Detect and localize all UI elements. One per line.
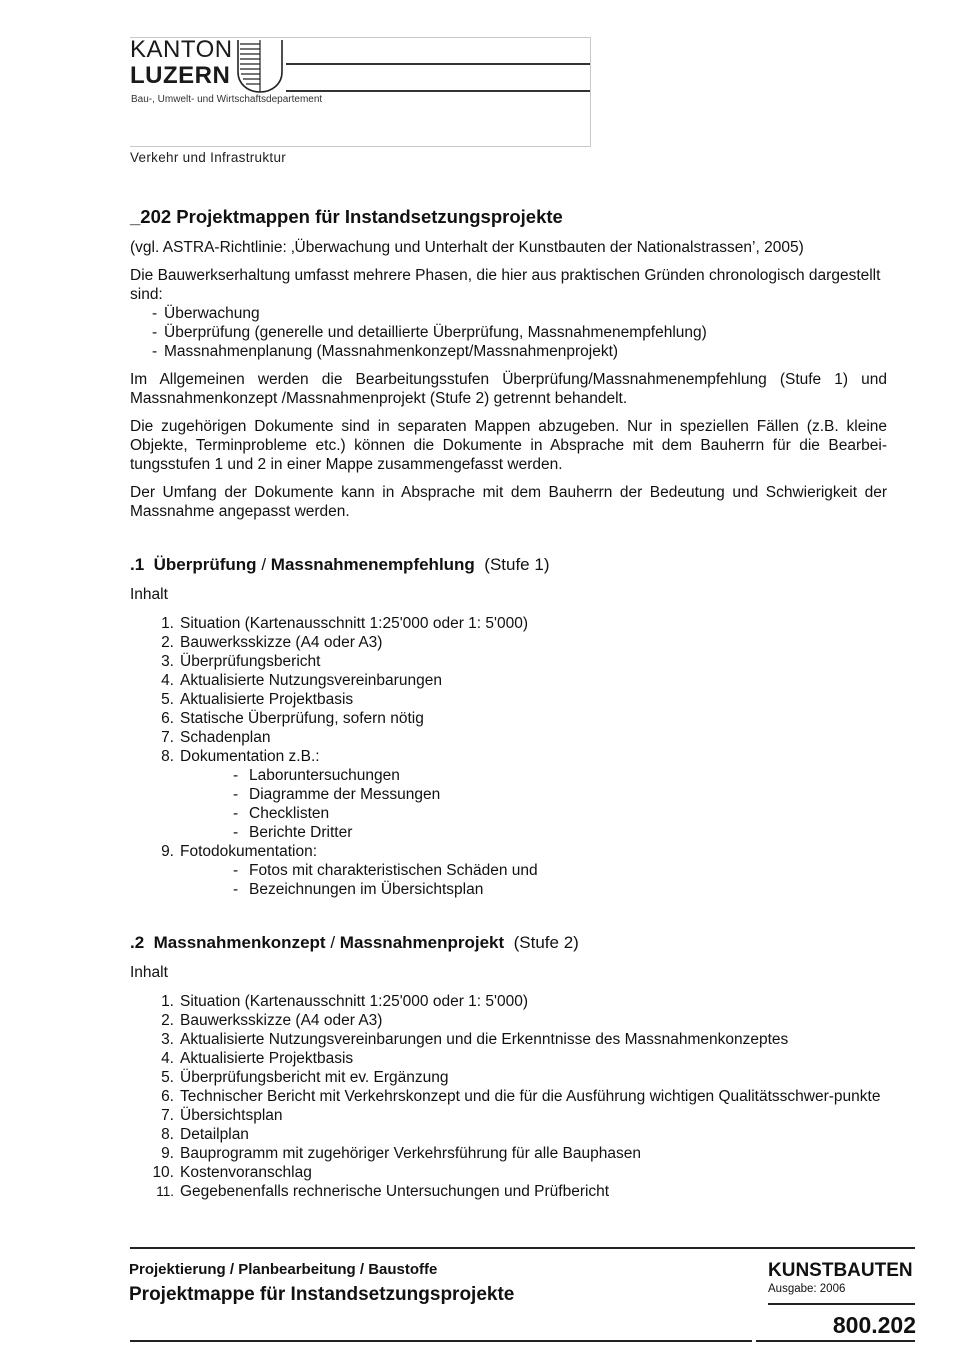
item-number: 10. xyxy=(152,1164,174,1181)
item-number: 5. xyxy=(161,691,174,708)
section-number: .1 xyxy=(130,555,145,574)
item-number: 5. xyxy=(161,1069,174,1086)
item-text: Detailplan xyxy=(180,1126,249,1143)
list-item: - Überwachung xyxy=(152,304,887,323)
paragraph: Im Allgemeinen werden die Bearbeitungsstufen Überprüfung/Massnahmenempfehlung (Stufe 1) und Massnahmenkonzept /Massnahmenprojekt (Stufe 2) getrennt behandelt. xyxy=(130,371,887,407)
item-number: 6. xyxy=(161,710,174,727)
list-item xyxy=(130,842,887,899)
list-item xyxy=(130,747,887,842)
item-text: Schadenplan xyxy=(180,729,271,746)
section-heading-2 xyxy=(130,932,887,954)
header-bottom-rule xyxy=(130,146,591,147)
reference-note: (vgl. ASTRA-Richtlinie: ‚Überwachung und Unterhalt der Kunstbauten der Nationalstrassen’, 2005) xyxy=(130,239,804,256)
footer-bottom-rule-left xyxy=(130,1340,752,1342)
item-text: Aktualisierte Nutzungsvereinbarungen xyxy=(180,672,442,689)
unit-name: Verkehr und Infrastruktur xyxy=(130,150,287,165)
header-right-rule xyxy=(590,37,591,147)
item-number: 8. xyxy=(161,1126,174,1143)
header-line-2 xyxy=(286,90,591,92)
item-text: Bauwerksskizze (A4 oder A3) xyxy=(180,1012,383,1029)
list-item xyxy=(130,671,887,690)
footer-doc-number: 800.202 xyxy=(832,1312,916,1338)
list-item: - Überprüfung (generelle und detaillierte Überprüfung, Massnahmenempfehlung) xyxy=(152,323,887,342)
item-number: 3. xyxy=(161,1031,174,1048)
contents-label: Inhalt xyxy=(130,964,168,981)
sub-list-item: - Fotos mit charakteristischen Schäden und xyxy=(233,861,887,880)
item-text: Statische Überprüfung, sofern nötig xyxy=(180,710,424,727)
item-text: Fotodokumentation: xyxy=(180,843,318,860)
sub-list-item: - Diagramme der Messungen xyxy=(233,785,887,804)
item-text: Technischer Bericht mit Verkehrskonzept und die für die Ausführung wichtigen Qualitätsschwer-punkte xyxy=(180,1088,881,1105)
list-item xyxy=(130,709,887,728)
list-item xyxy=(130,614,887,633)
footer-top-rule xyxy=(130,1247,915,1249)
list-item xyxy=(130,1144,887,1163)
sub-list xyxy=(233,766,887,842)
item-text: Gegebenenfalls rechnerische Untersuchungen und Prüfbericht xyxy=(180,1183,610,1200)
contents-label: Inhalt xyxy=(130,586,168,603)
list-item xyxy=(130,1163,887,1182)
item-number: 11. xyxy=(156,1184,174,1199)
item-text: Bauprogramm mit zugehöriger Verkehrsführung für alle Bauphasen xyxy=(180,1145,641,1162)
coat-of-arms-icon xyxy=(236,38,284,94)
section-separator: / xyxy=(261,555,267,574)
item-number: 7. xyxy=(161,729,174,746)
item-text: Überprüfungsbericht mit ev. Ergänzung xyxy=(180,1069,449,1086)
logo-luzern: LUZERN xyxy=(130,62,231,89)
item-text: Dokumentation z.B.: xyxy=(180,748,320,765)
section-stage: (Stufe 1) xyxy=(484,555,550,574)
list-item xyxy=(130,1030,887,1049)
item-text: Aktualisierte Projektbasis xyxy=(180,1050,354,1067)
list-item xyxy=(130,1182,887,1201)
section-heading-1 xyxy=(130,554,887,576)
list-item xyxy=(130,652,887,671)
footer-series: KUNSTBAUTEN xyxy=(768,1260,913,1281)
sub-list xyxy=(233,861,887,899)
footer-doc-title: Projektmappe für Instandsetzungsprojekte xyxy=(129,1284,515,1305)
footer-number-rule xyxy=(768,1303,915,1305)
item-text: Kostenvoranschlag xyxy=(180,1164,312,1181)
section-title-b: Massnahmenempfehlung xyxy=(270,555,475,574)
item-number: 1. xyxy=(161,993,174,1010)
item-number: 3. xyxy=(161,653,174,670)
item-number: 6. xyxy=(161,1088,174,1105)
list-item xyxy=(130,1106,887,1125)
sub-list-item: - Laboruntersuchungen xyxy=(233,766,887,785)
sub-list-item: - Checklisten xyxy=(233,804,887,823)
sub-list-item: - Berichte Dritter xyxy=(233,823,887,842)
section-title-b: Massnahmenprojekt xyxy=(339,933,505,952)
sub-list-item: - Bezeichnungen im Übersichtsplan xyxy=(233,880,887,899)
intro-paragraph: Die Bauwerkserhaltung umfasst mehrere Phasen, die hier aus praktischen Gründen chronologisch dargestellt sind: xyxy=(130,267,881,303)
item-number: 7. xyxy=(161,1107,174,1124)
list-item: - Massnahmenplanung (Massnahmenkonzept/Massnahmenprojekt) xyxy=(152,342,887,361)
list-item xyxy=(130,690,887,709)
phases-list xyxy=(152,304,887,361)
section2-list xyxy=(130,992,887,1201)
item-number: 1. xyxy=(161,615,174,632)
item-number: 2. xyxy=(161,1012,174,1029)
item-number: 4. xyxy=(161,1050,174,1067)
list-item xyxy=(130,1011,887,1030)
section-number: .2 xyxy=(130,933,145,952)
footer-edition: Ausgabe: 2006 xyxy=(768,1283,846,1295)
section-separator: / xyxy=(330,933,336,952)
item-text: Aktualisierte Nutzungsvereinbarungen und die Erkenntnisse des Massnahmenkonzeptes xyxy=(180,1031,789,1048)
paragraph: Der Umfang der Dokumente kann in Absprache mit dem Bauherrn der Bedeutung und Schwierigkeit der Massnahme angepasst werden. xyxy=(130,484,887,520)
footer-category: Projektierung / Planbearbeitung / Baustoffe xyxy=(129,1261,438,1278)
document-body xyxy=(130,205,887,1201)
list-item xyxy=(130,1068,887,1087)
item-number: 2. xyxy=(161,634,174,651)
list-item xyxy=(130,728,887,747)
list-item xyxy=(130,1049,887,1068)
item-number: 4. xyxy=(161,672,174,689)
list-item xyxy=(130,1125,887,1144)
item-text: Aktualisierte Projektbasis xyxy=(180,691,354,708)
item-text: Überprüfungsbericht xyxy=(180,653,321,670)
section1-list xyxy=(130,614,887,899)
item-number: 9. xyxy=(161,843,174,860)
section-stage: (Stufe 2) xyxy=(513,933,579,952)
logo-kanton: KANTON xyxy=(130,36,233,63)
list-item xyxy=(130,992,887,1011)
paragraph: Die zugehörigen Dokumente sind in separaten Mappen abzugeben. Nur in speziellen Fällen (z.B. kleine Objekte, Terminprobleme etc.) können die Dokumente in Absprache mit dem Bauherrn für die Bearbei-tungsstufen 1 und 2 in einer Mappe zusammengefasst werden. xyxy=(130,418,887,473)
department-name: Bau-, Umwelt- und Wirtschaftsdepartement xyxy=(131,94,323,105)
section-title-a: Überprüfung xyxy=(153,555,257,574)
header-line-1 xyxy=(286,63,591,65)
item-text: Situation (Kartenausschnitt 1:25'000 oder 1: 5'000) xyxy=(180,615,529,632)
item-text: Bauwerksskizze (A4 oder A3) xyxy=(180,634,383,651)
section-title-a: Massnahmenkonzept xyxy=(153,933,326,952)
item-text: Situation (Kartenausschnitt 1:25'000 oder 1: 5'000) xyxy=(180,993,529,1010)
list-item xyxy=(130,633,887,652)
item-text: Übersichtsplan xyxy=(180,1107,283,1124)
list-item xyxy=(130,1087,887,1106)
footer-bottom-rule-right xyxy=(756,1340,915,1342)
page-title: _202 Projektmappen für Instandsetzungsprojekte xyxy=(130,206,563,227)
item-number: 8. xyxy=(161,748,174,765)
item-number: 9. xyxy=(161,1145,174,1162)
